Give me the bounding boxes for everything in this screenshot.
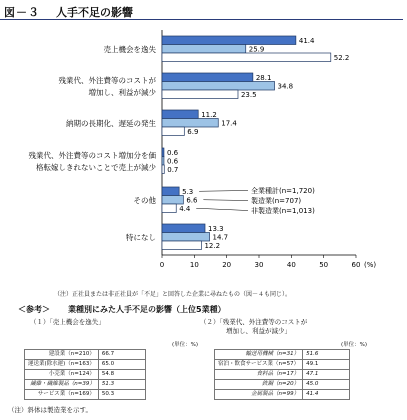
bar-製造業(n=707) (162, 119, 218, 128)
x-tick-label: 0 (159, 261, 165, 269)
industry-cell: 金属製品（n=99） (215, 390, 303, 400)
ranking-row (215, 390, 350, 400)
x-tick-label: 60 (351, 261, 361, 269)
right-ranking-table (214, 349, 350, 400)
left-table-heading: （１）「売上機会を逸失」 (30, 318, 105, 326)
bar-value-label: 14.7 (212, 233, 229, 242)
bar-製造業(n=707) (162, 233, 210, 242)
bar-value-label: 6.9 (187, 128, 199, 136)
x-tick-label: 40 (286, 261, 296, 269)
bar-非製造業(n=1,013) (162, 165, 164, 174)
legend-leader-line (196, 208, 248, 210)
category-label: 残業代、外注費等のコストが (58, 75, 156, 85)
bar-value-label: 52.2 (333, 54, 350, 62)
x-tick-label: 20 (222, 261, 232, 269)
bar-製造業(n=707) (162, 196, 183, 205)
value-cell: 51.3 (98, 380, 145, 390)
x-tick-label: 50 (319, 261, 329, 269)
bar-非製造業(n=1,013) (162, 53, 331, 62)
bar-value-label: 11.2 (201, 111, 217, 119)
ranking-row (25, 370, 146, 380)
right-table-unit: (単位：%) (341, 342, 368, 348)
value-cell: 54.8 (98, 370, 145, 380)
legend-label: 製造業(n=707) (251, 197, 302, 205)
bar-非製造業(n=1,013) (162, 127, 184, 136)
bar-value-label: 13.3 (208, 225, 224, 233)
category-label: その他 (133, 195, 156, 205)
bar-全業種計(n=1,720) (162, 187, 179, 196)
bar-value-label: 0.6 (166, 157, 179, 166)
value-cell: 50.3 (98, 390, 145, 400)
figure-title: 人手不足の影響 (56, 6, 133, 19)
bar-全業種計(n=1,720) (162, 36, 296, 45)
category-label: 特になし (126, 232, 156, 242)
category-label: 増加し、利益が減少 (88, 87, 156, 97)
figure-number: 図－３ (4, 6, 40, 19)
x-unit-label: (%) (364, 261, 377, 269)
industry-cell: 繊維・繊維製品（n=39） (25, 380, 99, 390)
legend-label: 非製造業(n=1,013) (251, 207, 315, 215)
bar-value-label: 12.2 (204, 242, 221, 250)
x-tick-label: 30 (254, 261, 264, 269)
reference-label: ＜参考＞ (18, 305, 50, 314)
bar-製造業(n=707) (162, 82, 275, 91)
category-label: 納期の長期化、遅延の発生 (66, 118, 156, 128)
ranking-row (25, 350, 146, 360)
bar-value-label: 0.7 (167, 166, 179, 174)
bar-value-label: 6.6 (186, 196, 198, 205)
legend-label: 全業種計(n=1,720) (251, 187, 315, 195)
category-label: 残業代、外注費等のコスト増加分を価 (28, 150, 156, 160)
right-table-heading-line1: （２）「残業代、外注費等のコストが (200, 318, 308, 326)
industry-cell: 食料品（n=17） (215, 370, 303, 380)
bar-非製造業(n=1,013) (162, 241, 201, 250)
bar-非製造業(n=1,013) (162, 204, 176, 213)
right-table-heading-line2: 増加し、利益が減少」 (226, 327, 291, 335)
value-cell: 66.7 (98, 350, 145, 360)
bar-value-label: 4.4 (179, 205, 191, 213)
industry-cell: サービス業（n=169） (25, 390, 99, 400)
ranking-row (215, 360, 350, 370)
bar-value-label: 17.4 (221, 119, 237, 128)
value-cell: 49.1 (303, 360, 350, 370)
bar-value-label: 5.3 (182, 188, 194, 196)
bar-value-label: 34.8 (277, 82, 294, 91)
legend-leader-line (203, 200, 248, 201)
value-cell: 65.0 (98, 360, 145, 370)
ranking-row (25, 360, 146, 370)
ranking-row (215, 350, 350, 360)
ranking-row (25, 380, 146, 390)
value-cell: 41.4 (303, 390, 350, 400)
value-cell: 51.6 (303, 350, 350, 360)
bar-全業種計(n=1,720) (162, 224, 205, 233)
bar-value-label: 23.5 (240, 91, 257, 99)
left-ranking-table (24, 349, 146, 400)
chart-note: （注）正社員または非正社員が「不足」と回答した企業に尋ねたもの（図－４も同じ）。 (54, 291, 292, 298)
left-table-unit: (単位：%) (172, 342, 199, 348)
bar-value-label: 28.1 (255, 74, 272, 82)
footnote: （注）斜体は製造業を示す。 (8, 406, 92, 414)
ranking-row (215, 380, 350, 390)
ranking-row (215, 370, 350, 380)
bar-製造業(n=707) (162, 45, 246, 54)
bar-value-label: 41.4 (298, 37, 315, 45)
x-tick-label: 10 (189, 261, 199, 269)
category-label: 売上機会を逸失 (103, 44, 156, 54)
reference-title: 業種別にみた人手不足の影響（上位5業種） (68, 305, 226, 314)
category-label: 格転嫁しきれないことで売上が減少 (36, 162, 156, 172)
ranking-row (25, 390, 146, 400)
industry-cell: 鉄鋼（n=20） (215, 380, 303, 390)
industry-cell: 輸送用機械（n=31） (215, 350, 303, 360)
industry-cell: 運送業(除水運)（n=163） (25, 360, 99, 370)
legend-leader-line (199, 191, 248, 192)
bar-value-label: 0.6 (166, 149, 179, 157)
value-cell: 45.0 (303, 380, 350, 390)
bar-全業種計(n=1,720) (162, 110, 198, 119)
bar-非製造業(n=1,013) (162, 90, 238, 99)
bar-全業種計(n=1,720) (162, 73, 253, 82)
industry-cell: 小売業（n=124） (25, 370, 99, 380)
industry-cell: 宿泊・飲食サービス業（n=57） (215, 360, 303, 370)
bar-全業種計(n=1,720) (162, 148, 164, 157)
industry-cell: 建設業（n=210） (25, 350, 99, 360)
value-cell: 47.1 (303, 370, 350, 380)
bar-製造業(n=707) (162, 157, 164, 166)
bar-value-label: 25.9 (248, 45, 265, 54)
